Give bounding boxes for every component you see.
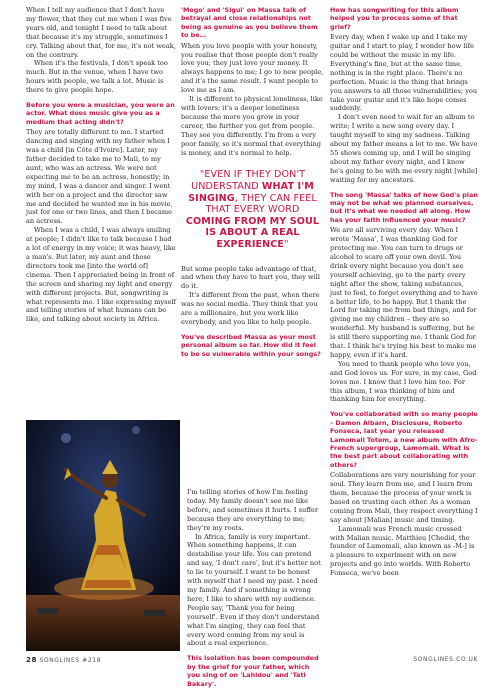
paragraph: But some people take advantage of that, and when they have to hurt you, they will do it. (181, 264, 320, 291)
paragraph: When I was a child, I was always smiling at people; I didn't like to talk because I had a lot of energy in my voice; it was heavy, like a man's. But later, my aunt and those directors took me [into the world of] cinema. Then I appreciated being in front of the screen and sharing my light and energy with different projects. But, songwriting is what represents me. I like expressing myself and telling stories of what humans can be like, and talking about society in Africa. (26, 226, 176, 324)
column-2-continued (187, 488, 324, 690)
paragraph: Lamomali was French music crossed with Malian music. Matthieu [Chedid, the founder of Lamomali, also known as -M-] is a pleasure to experiment with on new projects and go into worlds. With Roberto Fonseca, we've been (330, 524, 475, 578)
paragraph: Every day, when I wake up and I take my guitar and I start to play, I wonder how life could be without the music in my life. Everything's fine, but at the same time, nothing is in the right place. There's no perfection. Music is the thing that brings you answers to all those vulnerabilities; you take your guitar and it's like hope comes suddenly. (330, 33, 478, 113)
issue-number: #218 (82, 657, 102, 664)
paragraph: When it's the festivals, I don't speak too much. But in the venue, when I have two hours with people, we talk a lot. Music is there to give people hope. (26, 59, 168, 95)
paragraph: It is different to physical loneliness, like with lovers; it's a deeper loneliness because the more you grow in your career, the further you get from people. They see you differently. I'm from a very poor family, so it's normal that everything is money, and it's normal to help. (181, 95, 323, 157)
interview-question: The song 'Massa' talks of how God's plan may not be what we planned ourselves, but it's what we needed all along. How has your faith influenced your music? (330, 190, 478, 224)
paragraph: I don't even need to wait for an album to write; I write a new song every day. I taught myself to sing my sadness. Talking about my father means a lot to me. We have 55 shows coming up, and I will be singing about my father every night, and I know he's going to be with me every night [while] waiting for my ancestors. (330, 113, 478, 184)
paragraph: When you love people with your honesty, you realise that those people don't really love you; they just love your money. It always happens to me; I go to new people, and it's the same result. I want people to love me as I am. (181, 41, 324, 95)
paragraph: They are totally different to me. I started dancing and singing with my father when I was a child [in Côte d'Ivoire]. Later, my father decided to take me to Mali, to my aunt, who was an actress. We were not expecting me to be an actress, honestly; in my mind, I was a dancer and singer. I went with her on a project and the director saw me and decided he wanted me in his movie, just for one or two lines, and then I became an actress. (26, 128, 173, 226)
paragraph: We are all surviving every day. When I wrote 'Massa', I was thanking God for protecting me. You can turn to drugs or alcohol to scare off your own devil. You drink every night because you don't see yourself achieving, go to the party every night after the show, taking substances, just to feel, to forget everything and to have a better life, to be happy. But I thank the Lord for taking me from bad things, and for giving me my children – they are so wonderful. My husband is suffering, but he is still there supporting me. I thank God for that. I think he's trying his best to make me happy, even if it's hard. (330, 226, 478, 359)
performance-photo (26, 420, 180, 651)
magazine-name: SONGLINES (39, 657, 80, 664)
interview-question: Before you were a musician, you were an actor. What does music give you as a medium that acting didn't? (26, 101, 175, 126)
interview-question: You've described Massa as your most personal album so far. How did it feel to be so vulnerable within your songs? (181, 332, 321, 358)
paragraph: It's different from the past, when there was no social media. They think that you are a millionaire, but you work like everybody, and you like to help people. (181, 291, 320, 326)
paragraph: I'm telling stories of how I'm feeling today. My family doesn't see me like before, and sometimes it hurts. I suffer because they are everything to me; they're my roots. (187, 488, 318, 532)
interview-question: 'Mogo' and 'Sigui' on Massa talk of betrayal and close relationships not being as genuine as you believe them to be… (181, 6, 318, 40)
page-number: 28 (26, 656, 37, 664)
interview-question: You've collaborated with so many people – Damon Albarn, Disclosure, Roberto Fonseca, last year you released Lamomali Totem, a new album with Afro-French supergroup, Lamomali. What is the best part about collaborating with others? (330, 410, 478, 469)
paragraph: Collaborations are very nourishing for your soul. They learn from me, and I learn from them, because the process of your work is based on trusting each other. As a woman coming from Mali, they respect everything I say about [Malian] music and timing. (330, 471, 478, 524)
paragraph: When I tell my audience that I don't have my flower, that they cut me when I was five years old, and tonight I need to talk about that because it's my struggle, sometimes I cry. Talking about that, for me, it's not weak, on the contrary. (26, 6, 176, 59)
footer-left (26, 656, 101, 664)
website: SONGLINES.CO.UK (413, 656, 478, 663)
column-1 (26, 6, 176, 324)
paragraph: You need to thank people who love you, and God loves us. For sure, in my case, God loves me. I know that I love him too. For this album, I was thinking of him and thanking him for everything. (330, 359, 477, 404)
pull-quote: "EVEN IF THEY DON'T UNDERSTAND WHAT I'M SINGING, THEY CAN FEEL THAT EVERY WORD COMING FROM MY SOUL IS ABOUT A REAL EXPERIENCE" (185, 169, 320, 250)
column-2 (181, 6, 324, 360)
interview-question: This isolation has been compounded by the grief for your father, which you sing of on 'Lahidou' and 'Tati Bakary'. (187, 654, 319, 688)
paragraph: In Africa, family is very important. When something happens, it can destabilise your life. You can pretend and say, 'I don't care', but it's better not to lie to yourself. I want to be honest with myself that I need my past. I need my family. And if something is wrong here, I like to share with my audience. People say, 'Thank you for being yourself'. Even if they don't understand what I'm singing, they can feel that every word coming from my soul is about a real experience. (187, 532, 321, 648)
interview-question: How has songwriting for this album helped you to process some of that grief? (330, 6, 459, 31)
column-3 (330, 6, 478, 578)
